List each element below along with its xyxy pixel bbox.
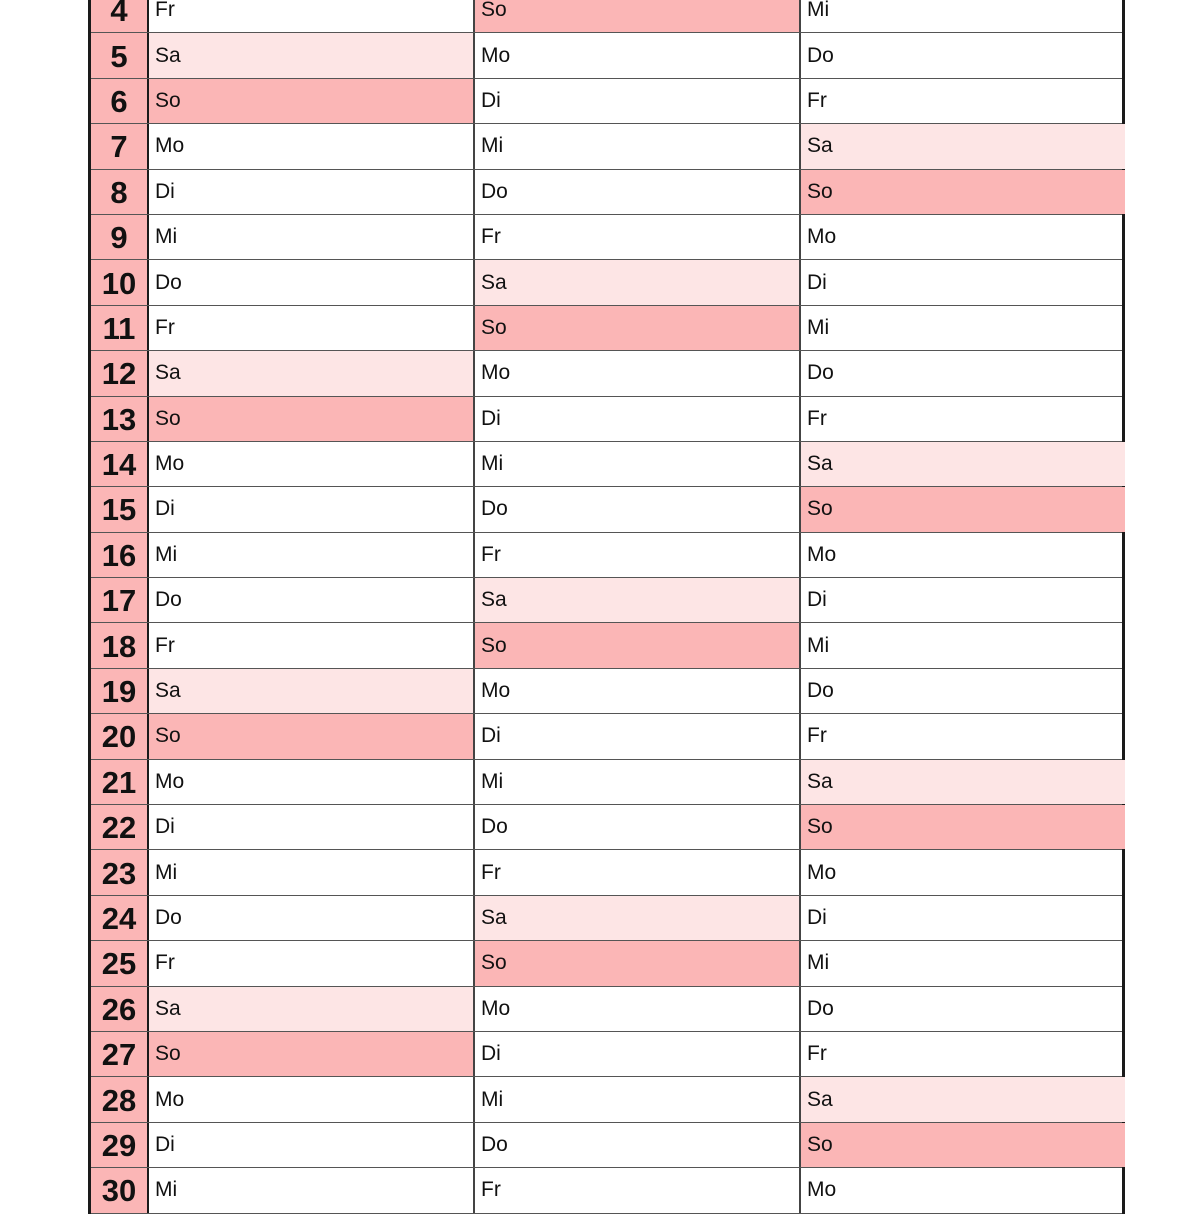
month-3-weekday-cell: So: [801, 487, 1125, 531]
month-3-weekday-cell: Mi: [807, 0, 830, 22]
month-3-weekday-cell: Mo: [807, 1178, 837, 1202]
month-1-weekday-cell: Mo: [149, 760, 475, 804]
month-3-weekday-cell: Sa: [801, 124, 1125, 168]
day-number: 14: [91, 442, 149, 486]
month-2-weekday-cell: Mo: [475, 669, 801, 713]
month-1-weekday-cell: Do: [149, 896, 475, 940]
month-1-weekday-cell: So: [149, 714, 475, 758]
month-2-weekday-cell: Mi: [475, 1077, 801, 1121]
month-1-weekday-cell: Fr: [149, 0, 475, 32]
month-3-weekday-cell: Do: [807, 996, 834, 1020]
calendar-row: [91, 714, 1122, 759]
month-2-weekday-cell: So: [475, 941, 801, 985]
calendar-row: [91, 669, 1122, 714]
calendar-row: [91, 987, 1122, 1032]
month-1-weekday-cell: Mi: [149, 533, 475, 577]
month-2-weekday-cell: Sa: [475, 260, 801, 304]
day-number: 21: [91, 760, 149, 804]
day-number: 6: [91, 79, 149, 123]
day-number: 5: [91, 33, 149, 77]
month-3-weekday-cell: Sa: [801, 760, 1125, 804]
calendar-row: [91, 397, 1122, 442]
month-2-weekday-cell: So: [475, 623, 801, 667]
calendar-row: [91, 533, 1122, 578]
month-1-weekday-cell: Di: [149, 1123, 475, 1167]
day-number: 13: [91, 397, 149, 441]
month-2-weekday-cell: Do: [475, 487, 801, 531]
calendar-row: [91, 0, 1122, 33]
month-1-weekday-cell: Di: [149, 487, 475, 531]
day-number: 30: [91, 1168, 149, 1212]
day-number: 28: [91, 1077, 149, 1121]
day-number: 7: [91, 124, 149, 168]
month-2-weekday-cell: Do: [475, 1123, 801, 1167]
month-1-weekday-cell: Sa: [149, 33, 475, 77]
calendar-row: [91, 442, 1122, 487]
month-3-weekday-cell: Mi: [807, 951, 830, 975]
calendar-row: [91, 1123, 1122, 1168]
calendar-row: [91, 1077, 1122, 1122]
month-3-weekday-cell: Sa: [801, 1077, 1125, 1121]
calendar-row: [91, 306, 1122, 351]
month-3-weekday-cell: Di: [807, 270, 827, 294]
month-3-weekday-cell: Mi: [807, 315, 830, 339]
month-3-weekday-cell: Fr: [807, 406, 827, 430]
month-2-weekday-cell: Di: [475, 714, 801, 758]
month-2-weekday-cell: Sa: [475, 578, 801, 622]
day-number: 10: [91, 260, 149, 304]
month-2-weekday-cell: Sa: [475, 896, 801, 940]
month-1-weekday-cell: Mo: [149, 1077, 475, 1121]
month-2-weekday-cell: Mo: [475, 33, 801, 77]
month-1-weekday-cell: Do: [149, 260, 475, 304]
month-1-weekday-cell: Mi: [149, 1168, 475, 1212]
day-number: 11: [91, 306, 149, 350]
calendar-row: [91, 896, 1122, 941]
month-2-weekday-cell: Mi: [475, 442, 801, 486]
calendar-row: [91, 33, 1122, 78]
month-1-weekday-cell: Di: [149, 170, 475, 214]
day-number: 8: [91, 170, 149, 214]
calendar-row: [91, 1032, 1122, 1077]
month-3-weekday-cell: Fr: [807, 88, 827, 112]
month-2-weekday-cell: Di: [475, 79, 801, 123]
month-2-weekday-cell: Fr: [475, 1168, 801, 1212]
month-1-weekday-cell: Fr: [149, 941, 475, 985]
day-number: 26: [91, 987, 149, 1031]
month-3-weekday-cell: Di: [807, 588, 827, 612]
day-number: 19: [91, 669, 149, 713]
calendar-row: [91, 760, 1122, 805]
month-3-weekday-cell: Do: [807, 679, 834, 703]
month-1-weekday-cell: Di: [149, 805, 475, 849]
month-2-weekday-cell: Di: [475, 397, 801, 441]
month-2-weekday-cell: Fr: [475, 533, 801, 577]
month-1-weekday-cell: Sa: [149, 351, 475, 395]
day-number: 16: [91, 533, 149, 577]
day-number: 4: [91, 0, 149, 32]
month-1-weekday-cell: Fr: [149, 623, 475, 667]
day-number: 25: [91, 941, 149, 985]
calendar-row: [91, 805, 1122, 850]
calendar-row: [91, 1168, 1122, 1213]
day-number: 20: [91, 714, 149, 758]
month-1-weekday-cell: Fr: [149, 306, 475, 350]
month-1-weekday-cell: Sa: [149, 987, 475, 1031]
month-3-weekday-cell: Mo: [807, 225, 837, 249]
calendar-row: [91, 79, 1122, 124]
month-2-weekday-cell: Do: [475, 170, 801, 214]
month-1-weekday-cell: So: [149, 1032, 475, 1076]
calendar-row: [91, 850, 1122, 895]
month-2-weekday-cell: So: [475, 0, 801, 32]
month-2-weekday-cell: Di: [475, 1032, 801, 1076]
month-2-weekday-cell: So: [475, 306, 801, 350]
month-1-weekday-cell: Mi: [149, 850, 475, 894]
month-2-weekday-cell: Mi: [475, 124, 801, 168]
calendar-row: [91, 170, 1122, 215]
month-3-weekday-cell: Mo: [807, 860, 837, 884]
month-3-weekday-cell: Mo: [807, 542, 837, 566]
calendar-row: [91, 487, 1122, 532]
month-2-weekday-cell: Fr: [475, 850, 801, 894]
month-3-weekday-cell: Do: [807, 361, 834, 385]
month-1-weekday-cell: Mo: [149, 442, 475, 486]
day-number: 24: [91, 896, 149, 940]
month-1-weekday-cell: Mi: [149, 215, 475, 259]
month-2-weekday-cell: Do: [475, 805, 801, 849]
month-1-weekday-cell: Sa: [149, 669, 475, 713]
month-3-weekday-cell: So: [801, 1123, 1125, 1167]
month-3-weekday-cell: Di: [807, 906, 827, 929]
month-2-weekday-cell: Mi: [475, 760, 801, 804]
calendar-row: [91, 215, 1122, 260]
day-number: 22: [91, 805, 149, 849]
month-3-weekday-cell: So: [801, 170, 1125, 214]
calendar-row: [91, 578, 1122, 623]
month-3-weekday-cell: Mi: [807, 633, 830, 657]
day-number: 17: [91, 578, 149, 622]
month-2-weekday-cell: Mo: [475, 351, 801, 395]
month-1-weekday-cell: Mo: [149, 124, 475, 168]
month-3-weekday-cell: Sa: [801, 442, 1125, 486]
month-1-weekday-cell: So: [149, 79, 475, 123]
calendar-row: [91, 124, 1122, 169]
calendar-row: [91, 260, 1122, 305]
month-3-weekday-cell: So: [801, 805, 1125, 849]
calendar-row: [91, 351, 1122, 396]
day-number: 15: [91, 487, 149, 531]
month-2-weekday-cell: Mo: [475, 987, 801, 1031]
month-1-weekday-cell: So: [149, 397, 475, 441]
day-number: 23: [91, 850, 149, 894]
month-3-weekday-cell: Fr: [807, 724, 827, 748]
day-number: 9: [91, 215, 149, 259]
month-1-weekday-cell: Do: [149, 578, 475, 622]
calendar-table: [88, 0, 1125, 1214]
day-number: 29: [91, 1123, 149, 1167]
calendar-row: [91, 941, 1122, 986]
day-number: 27: [91, 1032, 149, 1076]
month-3-weekday-cell: Fr: [807, 1042, 827, 1066]
month-3-weekday-cell: Do: [807, 43, 834, 67]
calendar-row: [91, 623, 1122, 668]
day-number: 12: [91, 351, 149, 395]
month-2-weekday-cell: Fr: [475, 215, 801, 259]
day-number: 18: [91, 623, 149, 667]
